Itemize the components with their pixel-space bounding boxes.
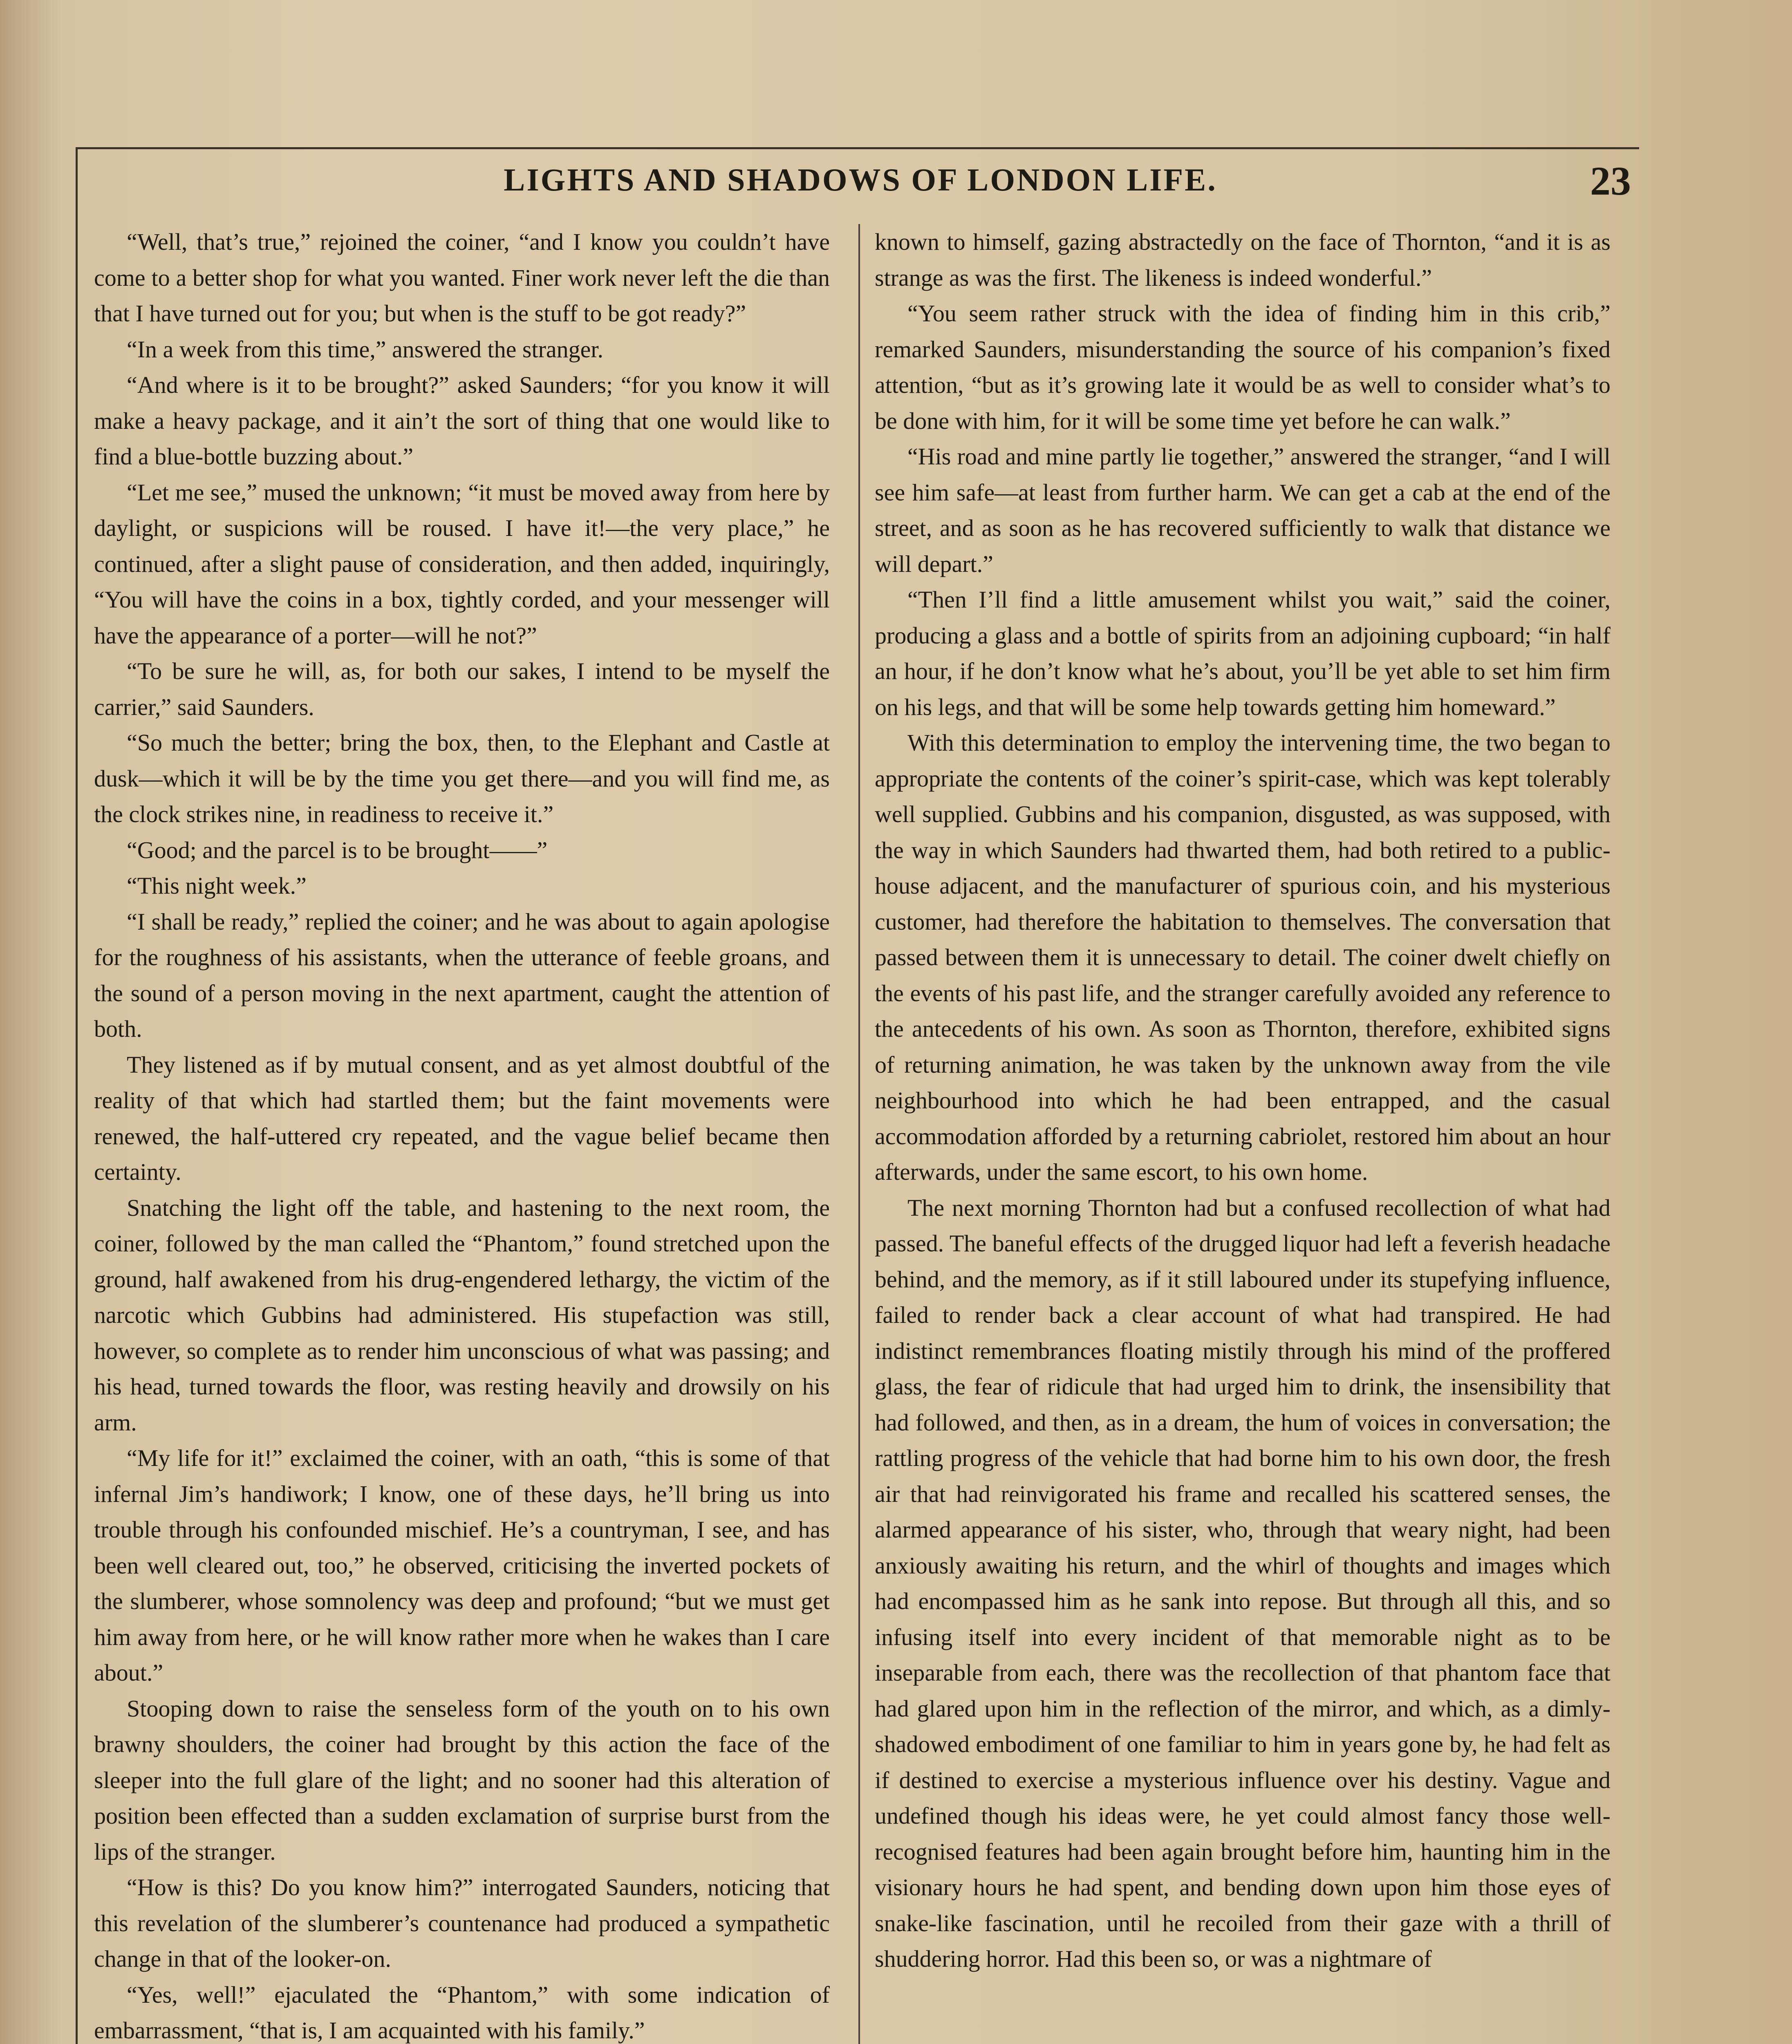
paragraph: “Let me see,” mused the unknown; “it must be moved away from here by daylight, or suspicions will be roused. I have it!—the very place,” he continued, after a slight pause of consideration, and then added, inquiringly, “You will have the coins in a box, tightly corded, and your messenger will have the appearance of a porter—will he not?” bbox=[94, 479, 830, 649]
paragraph: “I shall be ready,” replied the coiner; and he was about to again apologise for the roughness of his assistants, when the utterance of feeble groans, and the sound of a person moving in the next apartment, caught the attention of both. bbox=[94, 908, 830, 1042]
paragraph: Stooping down to raise the senseless form of the youth on to his own brawny shoulders, the coiner had brought by this action the face of the sleeper into the full glare of the light; and no sooner had this alteration of position been effected than a sudden exclamation of surprise burst from the lips of the stranger. bbox=[94, 1695, 830, 1865]
paragraph: The next morning Thornton had but a confused recollection of what had passed. The baneful effects of the drugged liquor had left a feverish headache behind, and the memory, as if it still laboured under its stupefying influence, failed to render back a clear account of what had transpired. He had indistinct remembrances floating mistily through his mind of the proffered glass, the fear of ridicule that had urged him to drink, the insensibility that had followed, and then, as in a dream, the hum of voices in conversation; the rattling progress of the vehicle that had borne him to his own door, the fresh air that had reinvigorated his frame and recalled his scattered senses, the alarmed appearance of his sister, who, through that weary night, had been anxiously awaiting his return, and the whirl of thoughts and images which had encompassed him as he sank into repose. But through all this, and so infusing itself into every incident of that memorable night as to be inseparable from each, there was the recollection of that phantom face that had glared upon him in the reflection of the mirror, and which, as a dimly-shadowed embodiment of one familiar to him in years gone by, he had felt as if destined to exercise a mysterious influence over his destiny. Vague and undefined though his ideas were, he yet could almost fancy those well-recognised features had been again brought before him, haunting him in the visionary hours he had spent, and bending down upon him those eyes of snake-like fascination, until he recoiled from their gaze with a thrill of shuddering horror. Had this been so, or was a nightmare of bbox=[875, 1194, 1611, 1972]
paragraph: “In a week from this time,” answered the stranger. bbox=[127, 336, 604, 363]
paragraph: With this determination to employ the intervening time, the two began to appropriate the contents of the coiner’s spirit-case, which was kept tolerably well supplied. Gubbins and his companion, disgusted, as was supposed, with the way in which Saunders had thwarted them, had both retired to a public-house adjacent, and the manufacturer of spurious coin, and his mysterious customer, had therefore the habitation to themselves. The conversation that passed between them it is unnecessary to detail. The coiner dwelt chiefly on the events of his past life, and the stranger carefully avoided any reference to the antecedents of his own. As soon as Thornton, therefore, exhibited signs of returning animation, he was taken by the unknown away from the vile neighbourhood into which he had been entrapped, and the casual accommodation afforded by a returning cabriolet, restored him about an hour afterwards, under the same escort, to his own home. bbox=[875, 729, 1611, 1185]
paragraph: “His road and mine partly lie together,” answered the stranger, “and I will see him safe—at least from further harm. We can get a cab at the end of the street, and as soon as he has recovered sufficiently to walk that distance we will depart.” bbox=[875, 443, 1611, 577]
paragraph: “Then I’ll find a little amusement whilst you wait,” said the coiner, producing a glass and a bottle of spirits from an adjoining cupboard; “in half an hour, if he don’t know what he’s about, you’ll be yet able to set him firm on his legs, and that will be some help towards getting him homeward.” bbox=[875, 586, 1611, 720]
paragraph: “Well, that’s true,” rejoined the coiner, “and I know you couldn’t have come to a better shop for what you wanted. Finer work never left the die than that I have turned out for you; but when is the stuff to be got ready?” bbox=[94, 229, 830, 327]
right-column bbox=[875, 224, 1611, 2044]
paragraph: “This night week.” bbox=[127, 872, 307, 899]
paragraph-continued: known to himself, gazing abstractedly on the face of Thornton, “and it is as strange as was the first. The likeness is indeed wonderful.” bbox=[875, 229, 1611, 291]
paragraph: “My life for it!” exclaimed the coiner, with an oath, “this is some of that infernal Jim’s handiwork; I know, one of these days, he’ll bring us into trouble through his confounded mischief. He’s a countryman, I see, and has been well cleared out, too,” he observed, criticising the inverted pockets of the slumberer, whose somnolency was deep and profound; “but we must get him away from here, or he will know rather more when he wakes than I care about.” bbox=[94, 1445, 830, 1686]
paragraph: “So much the better; bring the box, then, to the Elephant and Castle at dusk—which it will be by the time you get there—and you will find me, as the clock strikes nine, in readiness to receive it.” bbox=[94, 729, 830, 827]
running-title: LIGHTS AND SHADOWS OF LONDON LIFE. bbox=[504, 162, 1217, 197]
left-column bbox=[94, 224, 830, 2044]
paragraph: They listened as if by mutual consent, and as yet almost doubtful of the reality of that which had startled them; but the faint movements were renewed, the half-uttered cry repeated, and the vague belief became then certainty. bbox=[94, 1051, 830, 1185]
paragraph: “How is this? Do you know him?” interrogated Saunders, noticing that this revelation of the slumberer’s countenance had produced a sympathetic change in that of the looker-on. bbox=[94, 1874, 830, 1972]
paragraph: “Good; and the parcel is to be brought——” bbox=[127, 836, 548, 863]
paragraph: Snatching the light off the table, and hastening to the next room, the coiner, followed by the man called the “Phantom,” found stretched upon the ground, half awakened from his drug-engendered lethargy, the victim of the narcotic which Gubbins had administered. His stupefaction was still, however, so complete as to render him unconscious of what was passing; and his head, turned towards the floor, was resting heavily and drowsily on his arm. bbox=[94, 1194, 830, 1436]
paragraph: “Yes, well!” ejaculated the “Phantom,” with some indication of embarrassment, “that is, I am acquainted with his family.” bbox=[94, 1981, 830, 2044]
paragraph: “You seem rather struck with the idea of finding him in this crib,” remarked Saunders, misunderstanding the source of his companion’s fixed attention, “but as it’s growing late it would be as well to consider what’s to be done with him, for it will be some time yet before he can walk.” bbox=[875, 300, 1611, 434]
paragraph: “And where is it to be brought?” asked Saunders; “for you know it will make a heavy package, and it ain’t the sort of thing that one would like to find a blue-bottle buzzing about.” bbox=[94, 372, 830, 470]
column-rule bbox=[858, 224, 860, 2044]
page-header bbox=[86, 158, 1635, 211]
paragraph: “To be sure he will, as, for both our sakes, I intend to be myself the carrier,” said Saunders. bbox=[94, 658, 830, 720]
page-number: 23 bbox=[1590, 158, 1631, 204]
